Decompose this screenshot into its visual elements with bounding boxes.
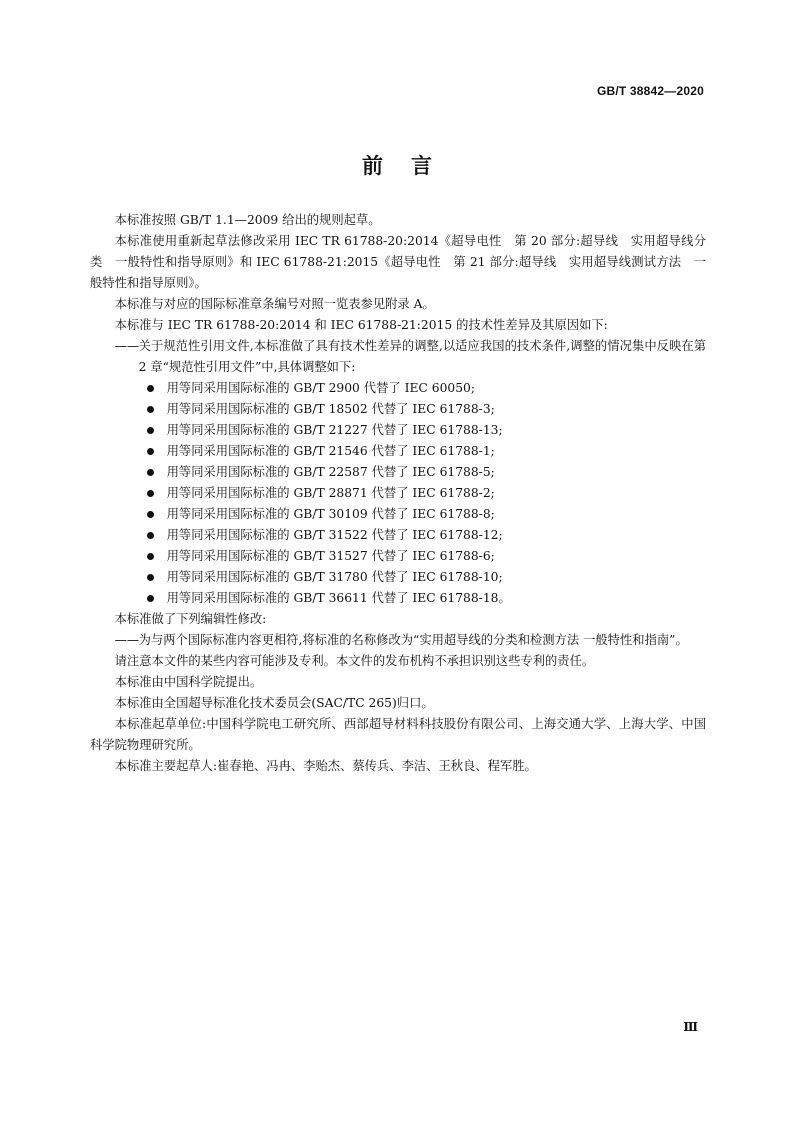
bullet-icon [147, 511, 154, 518]
paragraph-drafting-rules: 本标准按照 GB/T 1.1—2009 给出的规则起草。 [114, 213, 381, 227]
paragraph-drafters: 本标准主要起草人:崔春艳、冯冉、李贻杰、蔡传兵、李洁、王秋良、程军胜。 [114, 759, 537, 773]
list-item [147, 504, 706, 525]
bullet-icon [147, 574, 154, 581]
bullet-icon [147, 385, 154, 392]
list-item-text: 用等同采用国际标准的 GB/T 2900 代替了 IEC 60050; [166, 381, 476, 395]
list-item-text: 用等同采用国际标准的 GB/T 21227 代替了 IEC 61788-13; [166, 423, 503, 437]
paragraph-technical-differences: 本标准与 IEC TR 61788-20:2014 和 IEC 61788-21:2015 的技术性差异及其原因如下: [114, 318, 608, 332]
list-item-text: 用等同采用国际标准的 GB/T 30109 代替了 IEC 61788-8; [166, 507, 495, 521]
page-title: 前言 [362, 154, 460, 178]
list-item [147, 525, 706, 546]
list-item-text: 用等同采用国际标准的 GB/T 31780 代替了 IEC 61788-10; [166, 570, 503, 584]
paragraph-adoption-method: 本标准使用重新起草法修改采用 IEC TR 61788-20:2014《超导电性 第 20 部分:超导线 实用超导线分类 一般特性和指导原则》和 IEC 61788-21:2015《超导电性 第 21 部分:超导线 实用超导线测试方法 一般特性和指导原则》。 [90, 234, 706, 290]
list-item [147, 483, 706, 504]
page-number: Ⅲ [683, 1020, 698, 1034]
list-item-text: 用等同采用国际标准的 GB/T 36611 代替了 IEC 61788-18。 [166, 591, 511, 605]
list-item [147, 420, 706, 441]
bullet-icon [147, 595, 154, 602]
em-dash-marker: —— [114, 339, 140, 353]
paragraph-proposer: 本标准由中国科学院提出。 [114, 675, 263, 689]
list-item [147, 441, 706, 462]
bullet-icon [147, 490, 154, 497]
list-item [147, 462, 706, 483]
dash-item-text: 为与两个国际标准内容更相符,将标准的名称修改为“实用超导线的分类和检测方法 一般特性和指南”。 [138, 633, 688, 647]
paragraph-technical-committee: 本标准由全国超导标准化技术委员会(SAC/TC 265)归口。 [114, 696, 434, 710]
bullet-icon [147, 427, 154, 434]
list-item [147, 399, 706, 420]
list-item-text: 用等同采用国际标准的 GB/T 21546 代替了 IEC 61788-1; [166, 444, 495, 458]
list-item-text: 用等同采用国际标准的 GB/T 28871 代替了 IEC 61788-2; [166, 486, 495, 500]
paragraph-drafting-organizations: 本标准起草单位:中国科学院电工研究所、西部超导材料科技股份有限公司、上海交通大学、上海大学、中国科学院物理研究所。 [90, 717, 706, 752]
paragraph-clause-mapping: 本标准与对应的国际标准章条编号对照一览表参见附录 A。 [114, 297, 435, 311]
list-item-text: 用等同采用国际标准的 GB/T 22587 代替了 IEC 61788-5; [166, 465, 495, 479]
foreword-body [90, 210, 706, 777]
paragraph-patent-notice: 请注意本文件的某些内容可能涉及专利。本文件的发布机构不承担识别这些专利的责任。 [114, 654, 595, 668]
dash-item-normative-references [90, 336, 706, 378]
em-dash-marker: —— [114, 633, 140, 647]
replacement-list [90, 378, 706, 609]
dash-item-text: 关于规范性引用文件,本标准做了具有技术性差异的调整,以适应我国的技术条件,调整的情况集中反映在第 2 章“规范性引用文件”中,具体调整如下: [138, 339, 706, 374]
list-item [147, 567, 706, 588]
paragraph-editorial-changes: 本标准做了下列编辑性修改: [114, 612, 267, 626]
list-item-text: 用等同采用国际标准的 GB/T 18502 代替了 IEC 61788-3; [166, 402, 495, 416]
list-item [147, 378, 706, 399]
bullet-icon [147, 406, 154, 413]
list-item [147, 546, 706, 567]
bullet-icon [147, 532, 154, 539]
list-item [147, 588, 706, 609]
bullet-icon [147, 553, 154, 560]
list-item-text: 用等同采用国际标准的 GB/T 31527 代替了 IEC 61788-6; [166, 549, 495, 563]
standard-number-header: GB/T 38842—2020 [596, 84, 704, 98]
dash-item-title-change [90, 630, 706, 651]
list-item-text: 用等同采用国际标准的 GB/T 31522 代替了 IEC 61788-12; [166, 528, 503, 542]
bullet-icon [147, 469, 154, 476]
bullet-icon [147, 448, 154, 455]
